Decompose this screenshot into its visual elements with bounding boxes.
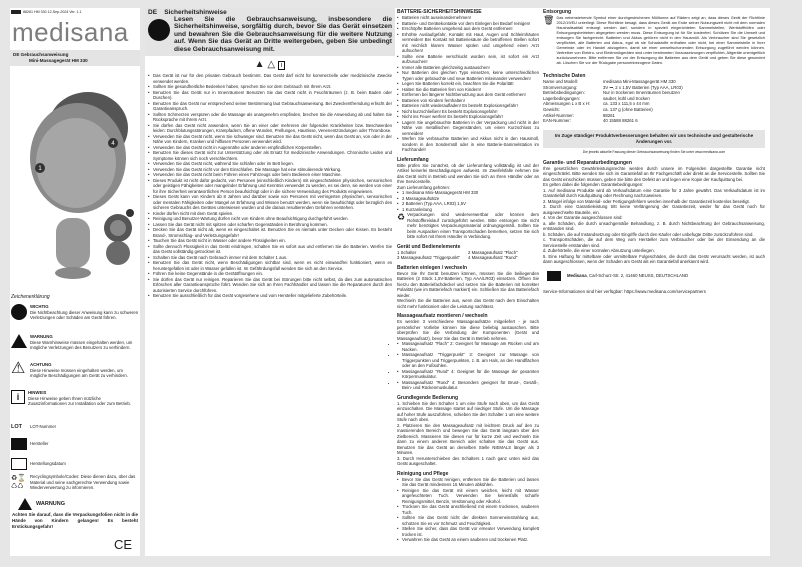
tech-value: ca. 137 g (ohne Batterien) [603,106,653,112]
usage-step: 1. Schieben Sie den Schalter 1 um eine Stufe nach oben, um das Gerät einzuschalten. Die Massage startet auf niedriger Stufe. Um die Massage auf hoher Stufe auszuführen, schieben Sie den Schalter 1 um eine weitere Stufe nach oben. [397,400,539,423]
safety-item: • Sollte dennoch Flüssigkeit in das Gerät eindringen, schalten Sie es sofort aus und entfernen Sie die Batterien. Werfen Sie das Gerät vollständig getrocknet ist. [148,244,392,255]
legend-warnung: WARNUNG Diese Warnhinweise müssen eingehalten werden, um mögliche Verletzungen des Benutzers zu verhindern. [11,334,139,362]
book-info-icon [148,19,170,41]
recycling-icon: ♻⌛ ♺♺ [11,475,26,490]
safety-list [148,73,392,299]
manual-body [145,8,770,556]
tech-label: Betriebsbedingungen: [543,90,585,96]
barcode-icon [11,10,21,14]
cover-panel [10,8,140,556]
usage-steps [397,401,539,467]
warranty-list [543,188,765,265]
middle-column: BATTERIE-SICHERHEITSHINWEISE • Batterien nicht auseinandernehmen! • Batterie- und Gerätekontakte vor dem Einlegen bei Bedarf reinigen! • Erschöpfte Batterien umgehend aus dem Gerät entfernen! • Erhöhte Auslaufgefahr, Kontakt mit Haut, Augen und Schleimhäuten vermeiden! Bei Kontakt mit Batteriesäure die betroffenen Stellen sofort mit reichlich klarem Wasser spülen und umgehend einen Arzt aufsuchen! • Sollte eine Batterie verschluckt worden sein, ist sofort ein Arzt aufzusuchen! • Immer alle Batterien gleichzeitig austauschen! • Nur Batterien des gleichen Typs einsetzen, keine unterschiedlichen Typen oder gebrauchte und neue Batterien miteinander verwenden! • Legen Sie Batterien korrekt ein, beachten Sie die Polarität! • Halten Sie die Batterien fern von Kindern! • Entfernen bei längerer Nichtbenutzung aus dem Gerät entfernen! • Batterien von Kindern fernhalten! • Batterien nicht wiederaufladen! Es besteht Explosionsgefahr! • Nicht kurzschließen! Es besteht Explosionsgefahr! • Nicht ins Feuer werfen! Es besteht Explosionsgefahr! • Lagern Sie ungebrauchte Batterien in der Verpackung und nicht in der Nähe von metallischen Gegenständen, um einen Kurzschluss zu vermeiden! • Werfen Sie verbrauchte Batterien und Akkus nicht in den Hausmüll, sondern in den Sondermüll oder in eine Batterie-Sammelstation im Fachhandel! Lieferumfang Bitte prüfen Sie zunächst, ob der Lieferumfang vollständig ist und der Artikel keinerlei Beschädigungen aufweist. Im Zweifelsfalle nehmen Sie das Gerät nicht in Betrieb und wenden Sie sich an Ihren Händler oder an Ihre Servicestelle. Zum Lieferumfang gehören: • 1 medisana Mini-Massagegerät HM 330 • 2 Massageaufsätze • 2 Batterien (Typ AAA, LR03) 1,5V • 1 Kurzanleitung ♻ Verpackungen sind wiederverwertbar oder können dem Rohstoffkreislauf zurückgeführt werden. Bitte entsorgen Sie nicht mehr benötigtes Verpackungsmaterial ordnungsgemäß. Sollten Sie beim Auspacken einen Transportschaden bemerken, setzen Sie sich bitte sofort mit Ihrem Händler in Verbindung. Gerät und Bedienelemente 1 Schalter 2 Massageaufsatz "Flach" 3 Massageaufsatz "Triggerpunkt" 4 Massageaufsatz "Rund" Batterien einlegen / wechseln Bevor Sie Ihr Gerät benutzen können, müssen Sie die beiliegenden Batterien (2 Stück 1,5V-Batterien, Typ AAA/LR03) einsetzen. Öffnen Sie hierzu den Batteriefachdeckel und setzen Sie die Batterien mit korrekter Polarität (wie im Batteriefach markiert) ein. Schließen Sie das Batteriefach wieder. Wechseln Sie die Batterien aus, wenn das Gerät nach dem Einschalten nicht mehr funktioniert oder die Leistung nachlässt. Massageaufsatz montieren / wechseln Es werden 3 verschiedene Massageaufsätze mitgeliefert - je nach persönlicher Vorliebe können Sie diese beliebig austauschen. Bitte überprüfen Sie die Verbindung der Komponenten (Gerät und Massageaufsatz), bevor Sie das Gerät in Betrieb nehmen. • • Massageaufsatz "Flach" 2: Geeignet für Massage am Rücken und am Nacken. • • Massageaufsatz "Triggerpunkt" 3: Geeignet zur Massage von Triggerpunkten und Triggerpunkten, z. B. am Hals, an den Handflächen oder an den Fußsohlen. • • Massageaufsatz "Rund" 4: Geeignet für die Massage der gesamten Körpermuskulatur. • • Massageaufsatz "Rund" 4: Besonders geeignet für Brust-, Gesäß-, Bein- und Rückenmuskulatur. Grundlegende Bedienung 1. Schieben Sie den Schalter 1 um eine Stufe nach oben, um das Gerät einzuschalten. Die Massage startet auf niedriger Stufe. Um die Massage auf hoher Stufe auszuführen, schieben Sie den Schalter 1 um eine weitere Stufe nach oben. 2. Platzieren Sie den Massageaufsatz mit leichtem Druck auf den zu massierenden Bereich und bewegen Sie das Gerät langsam über den Zielbereich. Massieren Sie diesen nur für kurze Zeit und wechseln Sie dann zu einem anderen Bereich oder schalten Sie das Gerät aus. Benutzen Sie das Gerät an derselben Stelle NIEMALS länger als 3 Minuten. 3. Durch Herunterschieben des Schalters 1 nach ganz unten wird das Gerät ausgeschaltet. Reinigung und Pflege • Bevor Sie das Gerät reinigen, entfernen Sie die Batterien und lassen Sie das Gerät mindestens 15 Minuten abkühlen. • Reinigen Sie das Gerät mit einem weichen, leicht mit Wasser angefeuchteten Tuch. Verwenden Sie keinesfalls scharfe Reinigungsmittel, Benzin, Verdünnung oder Alkohol. • Trocknen Sie das Gerät anschließend mit einem trockenen, sauberen Tuch. • Sollten Sie das Gerät nicht der direkten Sonneneinstrahlung aus, schützen Sie es vor Schmutz und Feuchtigkeit. • Stellen Sie sicher, dass das Gerät vor erneuter Verwendung komplett trocken ist. • Verwahren Sie das Gerät an einem sauberen und trockenen Platz. [397,8,539,543]
recycle-icon: ♻ [397,212,406,222]
tech-value: 40 15588 88261 6 [603,118,638,124]
safety-item: • Reinigung und Benutzer-Wartung dürfen nicht von Kindern ohne Beaufsichtigung durchgeführt werden. [148,216,392,222]
battery-item: • Sollte eine Batterie verschluckt worden sein, ist sofort ein Arzt aufzusuchen! [397,54,539,65]
safety-item: • Verwenden Sie das Gerät nicht vor dem Einschlafen. Die Massage hat eine stimulierende Wirkung. [148,167,392,173]
control-item: 4 Massageaufsatz "Rund" [468,255,518,261]
warning-outline-icon: ⚠ [11,360,26,377]
safety-item: • Verwenden Sie das Gerät nicht, wenn Sie schwanger sind. Benutzen Sie das Gerät nicht, wenn das Gerät an, von oder in der Nähe von Kindern, Kranken und hilflosen Personen verwendet wird. [148,134,392,145]
safety-column [145,8,395,299]
warranty-item: 4. Von der Garantie ausgeschlossen sind: [543,215,623,221]
callout-1: 1 [38,166,42,172]
cleaning-item: • Bevor Sie das Gerät reinigen, entfernen Sie die Batterien und lassen Sie das Gerät mindestens 15 Minuten abkühlen. [397,477,539,488]
safety-item: • Verwenden Sie das Gerät nicht, während Sie schlafen oder im Bett liegen. [148,161,392,167]
product-illustration [18,68,138,288]
warning-filled-icon [18,498,32,510]
attachment-item: • • Massageaufsatz "Rund" 4: Besonders geeignet für Brust-, Gesäß-, Bein- und Rückenmuskulatur. [397,380,539,391]
tech-value: sauber, kühl und trocken [603,95,650,101]
cleaning-item: • Verwahren Sie das Gerät an einem sauberen und trockenen Platz. [397,537,539,543]
battery-item: • Batterien nicht auseinandernehmen! [397,15,539,21]
warranty-item: b. Schäden, die auf Instandsetzung oder Eingriffe durch den Käufer oder unbefugte Dritte zurückzuführen sind. [543,231,754,237]
ce-mark: CE [113,537,132,552]
tech-label: Abmessungen L x B x H: [543,101,591,107]
tech-label: Stromversorgung: [543,84,578,90]
cleaning-item: • Trocknen Sie das Gerät anschließend mit einem trockenen, sauberen Tuch. [397,504,539,515]
callout-4: 4 [111,141,115,147]
safety-item: • Verwenden Sie das Gerät nicht beim Führen eines Fahrzeugs oder beim Bedienen einer Maschine. [148,172,392,178]
battery-item: • Entfernen bei längerer Nichtbenutzung aus dem Gerät entfernen! [397,92,539,98]
battery-list [397,15,539,153]
attachment-item: • • Massageaufsatz "Flach" 2: Geeignet für Massage am Rücken und am Nacken. [397,341,539,352]
battery-item: • Werfen Sie verbrauchte Batterien und Akkus nicht in den Hausmüll, sondern in den Sondermüll oder in eine Batterie-Sammelstation im Fachhandel! [397,136,539,153]
symbol-legend [11,304,139,491]
warning-box: WARNUNG Achten Sie darauf, dass die Verpackungsfolien nicht in die Hände von Kindern gelangen! Es besteht Erstickungsgefahr! [10,498,140,531]
cleaning-list [397,477,539,543]
tech-value: 3V ⎓, 2 x 1,5V Batterien (Typ AAA, LR03) [603,84,683,90]
lot-icon: LOT [11,424,22,430]
delivery-item: • 2 Massageaufsätze [397,196,539,202]
cleaning-item: • Reinigen Sie das Gerät mit einem weichen, leicht mit Wasser angefeuchteten Tuch. Verwenden Sie keinesfalls scharfe Reinigungsmittel, Benzin, Verdünnung oder Alkohol. [397,488,539,505]
usage-step: 2. Platzieren Sie den Massageaufsatz mit leichtem Druck auf den zu massierenden Bereich und bewegen Sie das Gerät langsam über den Zielbereich. Massieren Sie diesen nur für kurze Zeit und wechseln Sie dann zu einem anderen Bereich oder schalten Sie das Gerät aus. Benutzen Sie das Gerät an derselben Stelle NIEMALS länger als 3 Minuten. [397,422,539,456]
factory-icon [11,438,27,450]
controls-list [397,250,539,261]
safety-item: • Lassen Sie das Gerät nicht mit spitzen oder scharfen Gegenständen in Berührung kommen. [148,222,392,228]
doc-title-box: DE Gebrauchsanweisung Mini-Massagegerät HM 330 [10,50,140,66]
legend-recycling: ♻⌛ ♺♺ Recyclingsymbole/Codes: Diese dienen dazu, über das Material und seine sachgerechte Verwendung sowie Wiederverwertung zu informieren. [11,474,136,491]
safety-item: • Benutzen Sie dieses Gerät nicht zur Unterstützung oder als Ersatz für medizinische Anwendungen. Chronische Leiden und Symptome können sich noch verschlechtern. [148,150,392,161]
warning-filled-icon [11,334,27,348]
warranty-item: 2. Mängel infolge von Material- oder Fertigungsfehlern werden innerhalb der Garantiezeit kostenlos beseitigt. [543,198,750,204]
safety-item: • Sollten Schmerzen verspüren oder die Massage als unangenehm empfinden, brechen Sie die Anwendung ab und halten Sie Rücksprache mit Ihrem Arzt. [148,112,392,123]
safety-item: • Tauchen Sie das Gerät nicht in Wasser oder andere Flüssigkeiten ein. [148,238,392,244]
right-column: Entsorgung 🗑 Das nebenstehende Symbol einer durchgestrichenen Mülltonne auf Rädern zeigt an, dass dieses Gerät der Richtlinie 2012/19/EU unterliegt. Diese Richtlinie besagt, dass dieses Gerät am Ende seiner Nutzungszeit nicht mit dem normalen Haushaltsabfall entsorgt werden darf, sondern in speziell eingerichteten Sammelstellen, Wertstoffhöfen oder Entsorgungsbetrieben abgegeben werden muss. Diese Entsorgung ist für Sie kostenfrei. Schützen Sie die Umwelt und entsorgen Sie fachgerecht. Batterien und Akkus gehören nicht in den Hausmüll. Als Verbraucher sind Sie gesetzlich verpflichtet, alle Batterien und Akkus, egal ob sie Schadstoffe enthalten oder nicht, bei einer Sammelstelle in Ihrer Gemeinde oder im Handel abzugeben, damit sie einer umweltschonenden Entsorgung zugeführt werden können. Vertreiber von Elektro- und Elektronikgeräten sind unter bestimmten Voraussetzungen verpflichtet, Altgeräte unentgeltlich zurückzunehmen. Bitte entfernen Sie vor der Entsorgung die Batterien aus dem Gerät und geben Sie diese gesondert ab. Löschen Sie vor der Rückgabe personenbezogene Daten. Technische Daten Name und Modell: medisana Mini-Massagegerät HM 330 Stromversorgung: 3V ⎓, 2 x 1,5V Batterien (Typ AAA, LR03) Betriebsbedingungen: Nur in trockenen Innenräumen benutzen Lagerbedingungen: sauber, kühl und trocken Abmessungen L x B x H: ca. 133 x 111,5 x 44 mm Gewicht: ca. 137 g (ohne Batterien) Artikel-Nummer: 88261 EAN-Nummer: 40 15588 88261 6 Im Zuge ständiger Produktverbesserungen behalten wir uns technische und gestalterische Änderungen vor. Die jeweils aktuelle Fassung dieser Gebrauchsanweisung finden Sie unter www.medisana.com Garantie- und Reparaturbedingungen Ihre gesetzlichen Gewährleistungsrechte werden durch unsere im Folgenden dargestellte Garantie nicht eingeschränkt. Bitte wenden Sie sich im Garantiefall an Ihr Fachgeschäft oder direkt an die Servicestelle. Sollten Sie das Gerät einschicken müssen, geben Sie bitte den Defekt an und legen eine Kopie der Kaufquittung bei. Es gelten dabei die folgenden Garantiebedingungen: 1. Auf medisana Produkte wird ab Verkaufsdatum eine Garantie für 3 Jahre gewährt. Das Verkaufsdatum ist im Garantiefall durch Kaufquittung oder Rechnung nachzuweisen. 2. Mängel infolge von Material- oder Fertigungsfehlern werden innerhalb der Garantiezeit kostenlos beseitigt. 3. Durch eine Garantieleistung tritt keine Verlängerung der Garantiezeit, weder für das Gerät noch für ausgewechselte Bauteile, ein. 4. Von der Garantie ausgeschlossen sind: a. alle Schäden, die durch unsachgemäße Behandlung, z. B. durch Nichtbeachtung der Gebrauchsanweisung, entstanden sind. b. Schäden, die auf Instandsetzung oder Eingriffe durch den Käufer oder unbefugte Dritte zurückzuführen sind. c. Transportschäden, die auf dem Weg vom Hersteller zum Verbraucher oder bei der Einsendung an die Servicestelle entstanden sind. d. Zubehörteile, die einer normalen Abnutzung unterliegen. 5. Eine Haftung für mittelbare oder unmittelbare Folgeschäden, die durch das Gerät verursacht werden, ist auch dann ausgeschlossen, wenn der Schaden am Gerät als ein Garantiefall anerkannt wird. Medisana, Carl-Schurz-Str. 2, 41460 NEUSS, DEUTSCHLAND Service-Informationen sind hier verfügbar: https://www.medisana.com/servicepartners [543,9,765,294]
book-info-icon [11,304,27,320]
cleaning-item: • Sollten Sie das Gerät nicht der direkten Sonneneinstrahlung aus, schützen Sie es vor Schmutz und Feuchtigkeit. [397,515,539,526]
tech-label: EAN-Nummer: [543,118,571,124]
usage-step: 3. Durch Herunterschieben des Schalters 1 nach ganz unten wird das Gerät ausgeschaltet. [397,455,539,467]
safety-item: • Kinder dürfen nicht mit dem Gerät spielen. [148,211,392,217]
warranty-item: c. Transportschäden, die auf dem Weg vom Hersteller zum Verbraucher oder bei der Einsendung an die Servicestelle entstanden sind. [543,237,765,248]
battery-item: • Erhöhte Auslaufgefahr, Kontakt mit Haut, Augen und Schleimhäuten vermeiden! Bei Kontakt mit Batteriesäure die betroffenen Stellen sofort mit reichlich klarem Wasser spülen und umgehend einen Arzt aufsuchen! [397,32,539,54]
battery-item: • Nur Batterien des gleichen Typs einsetzen, keine unterschiedlichen Typen oder gebrauchte und neue Batterien miteinander verwenden! [397,70,539,81]
tech-value: 88261 [603,112,615,118]
delivery-list [397,190,539,212]
manufacturer-address: Medisana, Carl-Schurz-Str. 2, 41460 NEUSS, DEUTSCHLAND [543,271,765,281]
control-item: 2 Massageaufsatz "Flach" [468,249,518,255]
battery-item: • Nicht kurzschließen! Es besteht Explosionsgefahr! [397,109,539,115]
header-code: 88261 HM 330 12-Sep-2024 Ver. 1.1 [11,10,82,14]
tech-row [543,118,765,124]
attachment-list [397,341,539,391]
safety-item: • Das Gerät ist nur für den privaten Gebrauch bestimmt. Das Gerät darf nicht für kommerzielle oder medizinische Zwecke verwendet werden. [148,73,392,84]
safety-item: • Sie dürfen das Gerät nicht anwenden, wenn Sie an einer oder mehreren der folgenden Krankheiten bzw. Beschwerden leiden: Durchblutungsstörungen, Krampfadern, offene Wunden, Prellungen, Hautrisse, Venenentzündungen oder Thrombose. [148,123,392,134]
safety-item: • Schalten Sie das Gerät nach Gebrauch immer mit dem Schalter 1 aus. [148,255,392,261]
warning-icons: ▲ △ i [148,59,392,70]
legend-lot: LOT LOT-Nummer [11,424,57,430]
delivery-item: • 2 Batterien (Typ AAA, LR03) 1,5V [397,201,539,207]
attachment-item: • • Massageaufsatz "Triggerpunkt" 3: Geeignet zur Massage von Triggerpunkten und Triggerpunkten, z. B. am Hals, an den Handflächen oder an den Fußsohlen. [397,352,539,369]
tech-value: ca. 133 x 111,5 x 44 mm [603,101,650,107]
cleaning-item: • Stellen Sie sicher, dass das Gerät vor erneuter Verwendung komplett trocken ist. [397,526,539,537]
safety-item: • Benutzen Sie das Gerät nicht, wenn Beschädigungen sichtbar sind, wenn es nicht einwandfrei funktioniert, wenn es heruntergefallen ist oder in Wasser gefallen ist. Im Gefährdungsfall wenden Sie sich an den Service. [148,260,392,271]
control-item: 1 Schalter [397,249,417,255]
info-icon: i [11,390,25,404]
warranty-item: d. Zubehörteile, die einer normalen Abnutzung unterliegen. [543,248,655,254]
crossed-bin-icon: 🗑 [543,15,555,25]
legend-achtung: ⚠ ACHTUNG Diese Hinweise müssen eingehalten werden, um mögliche Beschädigungen am Gerät zu verhindern. [11,360,128,379]
tech-label: Artikel-Nummer: [543,112,575,118]
safety-item: • Sollten Sie gesundheitliche Bedenken haben, sprechen Sie vor dem Gebrauch mit Ihrem Arzt. [148,84,392,90]
legend-date: Herstellungsdatum [11,454,139,474]
battery-item: • Erschöpfte Batterien umgehend aus dem Gerät entfernen! [397,26,539,32]
tech-value: Nur in trockenen Innenräumen benutzen [603,90,680,96]
safety-item: • Benutzen Sie das Gerät nur entsprechend seiner Bestimmung laut Gebrauchsanweisung. Bei Zweckentfremdung erlischt der Garantieanspruch. [148,101,392,112]
battery-item: • Batterie- und Gerätekontakte vor dem Einlegen bei Bedarf reinigen! [397,21,539,27]
legend-title: Zeichenerklärung [11,294,50,300]
tech-label: Name und Modell: [543,79,578,84]
safety-header: DE Sicherheitshinweise Lesen Sie die Gebrauchsanweisung, insbesondere die Sicherheitshinweise, sorgfältig durch, bevor Sie das Gerät einsetzen und bewahren Sie die Gebrauchsanweisung für die weitere Nutzung auf. Wenn Sie das Gerät an Dritte weitergeben, geben Sie unbedingt diese Gebrauchsanweisung mit. [145,8,395,56]
brand-logo: medisana [12,17,129,47]
legend-hinweis: i HINWEIS Diese Hinweise geben Ihnen nützliche Zusatzinformationen zur Installation oder zum Betrieb. [11,390,139,420]
safety-item: • Sie dürfen das Gerät nur reinigen. Reparieren Sie das Gerät bei Störungen bitte nicht selbst, da dies zum automatischen Erlöschen aller Garantieansprüche führt. Wenden Sie sich an Ihren Fachhändler und lassen Sie die Reparaturen durch den autorisierten Service durchführen. [148,277,392,294]
legend-wichtig: WICHTIG Die Nichtbeachtung dieser Anweisung kann zu schweren Verletzungen oder Schäden am Gerät führen. [11,304,139,334]
service-link[interactable]: Service-Informationen sind hier verfügbar: https://www.medisana.com/servicepartners [543,288,706,294]
tech-value: medisana Mini-Massagegerät HM 330 [603,79,676,84]
warranty-item: 1. Auf medisana Produkte wird ab Verkaufsdatum eine Garantie für 3 Jahre gewährt. Das Verkaufsdatum ist im Garantiefall durch Kaufquittung oder Rechnung nachzuweisen. [543,187,765,199]
safety-item: • Dieses Produkt ist nicht dafür gedacht, von Personen (einschließlich Kindern) mit eingeschränkten physischen, sensorischen oder geistigen Fähigkeiten oder mangelnder Erfahrung und Kenntnis verwendet zu werden, es sei denn, sie werden von einer für ihre Sicherheit verantwortlichen Person beaufsichtigt oder in die sichere Verwendung des Produkts eingewiesen. [148,178,392,195]
tech-data-table [543,79,765,124]
safety-item: • Führen Sie keine Gegenstände in die Gerätöffnungen ein. [148,271,392,277]
battery-item: • Lagern Sie ungebrauchte Batterien in der Verpackung und nicht in der Nähe von metallischen Gegenständen, um einen Kurzschluss zu vermeiden! [397,120,539,137]
battery-item: • Batterien nicht wiederaufladen! Es besteht Explosionsgefahr! [397,103,539,109]
delivery-item: • 1 Kurzanleitung [397,207,539,213]
battery-item: • Legen Sie Batterien korrekt ein, beachten Sie die Polarität! [397,81,539,87]
safety-item: • Benutzen Sie ausschließlich für das Gerät vorgesehene und vom Hersteller mitgelieferte Zubehörteile. [148,293,392,299]
factory-outline-icon [11,458,27,470]
safety-item: • Benutzen Sie das Gerät nur in Innenräumen! Benutzen Sie das Gerät nicht in Feuchträumen (z. B. beim Baden oder Duschen). [148,90,392,101]
tech-label: Gewicht: [543,106,560,112]
attachment-item: • • Massageaufsatz "Rund" 4: Geeignet für die Massage der gesamten Körpermuskulatur. [397,369,539,380]
warranty-item: 5. Eine Haftung für mittelbare oder unmittelbare Folgeschäden, die durch das Gerät verursacht werden, ist auch dann ausgeschlossen, wenn der Schaden am Gerät als ein Garantiefall anerkannt wird. [543,253,765,265]
notice-box: Im Zuge ständiger Produktverbesserungen behalten wir uns technische und gestalterische Änderungen vor. [543,130,765,148]
warranty-item: 3. Durch eine Garantieleistung tritt keine Verlängerung der Garantiezeit, weder für das Gerät noch für ausgewechselte Bauteile, ein. [543,204,765,215]
delivery-item: • 1 medisana Mini-Massagegerät HM 330 [397,190,539,196]
battery-item: • Immer alle Batterien gleichzeitig austauschen! [397,65,539,71]
safety-item: • Decken Sie das Gerät nicht ab, wenn es eingeschaltet ist. Benutzen Sie es niemals unter Decken oder Kissen. Es besteht Brand-, Stromschlag- und Verletzungsgefahr! [148,227,392,238]
control-item: 3 Massageaufsatz "Triggerpunkt" [397,255,461,261]
safety-item: • Dieses Gerät kann von Kindern ab 8 Jahren und darüber sowie von Personen mit verringerten physischen, sensorischen oder mentalen Fähigkeiten oder Mangel an Erfahrung und Wissen benutzt werden, wenn sie beaufsichtigt oder bezüglich des sicheren Gebrauchs des Gerätes unterwiesen wurden und die daraus resultierenden Gefahren verstehen. [148,194,392,211]
warranty-item: a. alle Schäden, die durch unsachgemäße Behandlung, z. B. durch Nichtbeachtung der Gebrauchsanweisung, entstanden sind. [543,220,765,232]
battery-item: • Nicht ins Feuer werfen! Es besteht Explosionsgefahr! [397,114,539,120]
legend-manufacturer: Hersteller [11,434,139,454]
safety-item: • Verwenden Sie das Gerät nicht in Augennähe oder anderen empfindlichen Körperstellen. [148,145,392,151]
battery-item: • Batterien von Kindern fernhalten! [397,98,539,104]
factory-icon [547,271,561,281]
tech-label: Lagerbedingungen: [543,95,581,101]
battery-item: • Halten Sie die Batterien fern von Kindern! [397,87,539,93]
